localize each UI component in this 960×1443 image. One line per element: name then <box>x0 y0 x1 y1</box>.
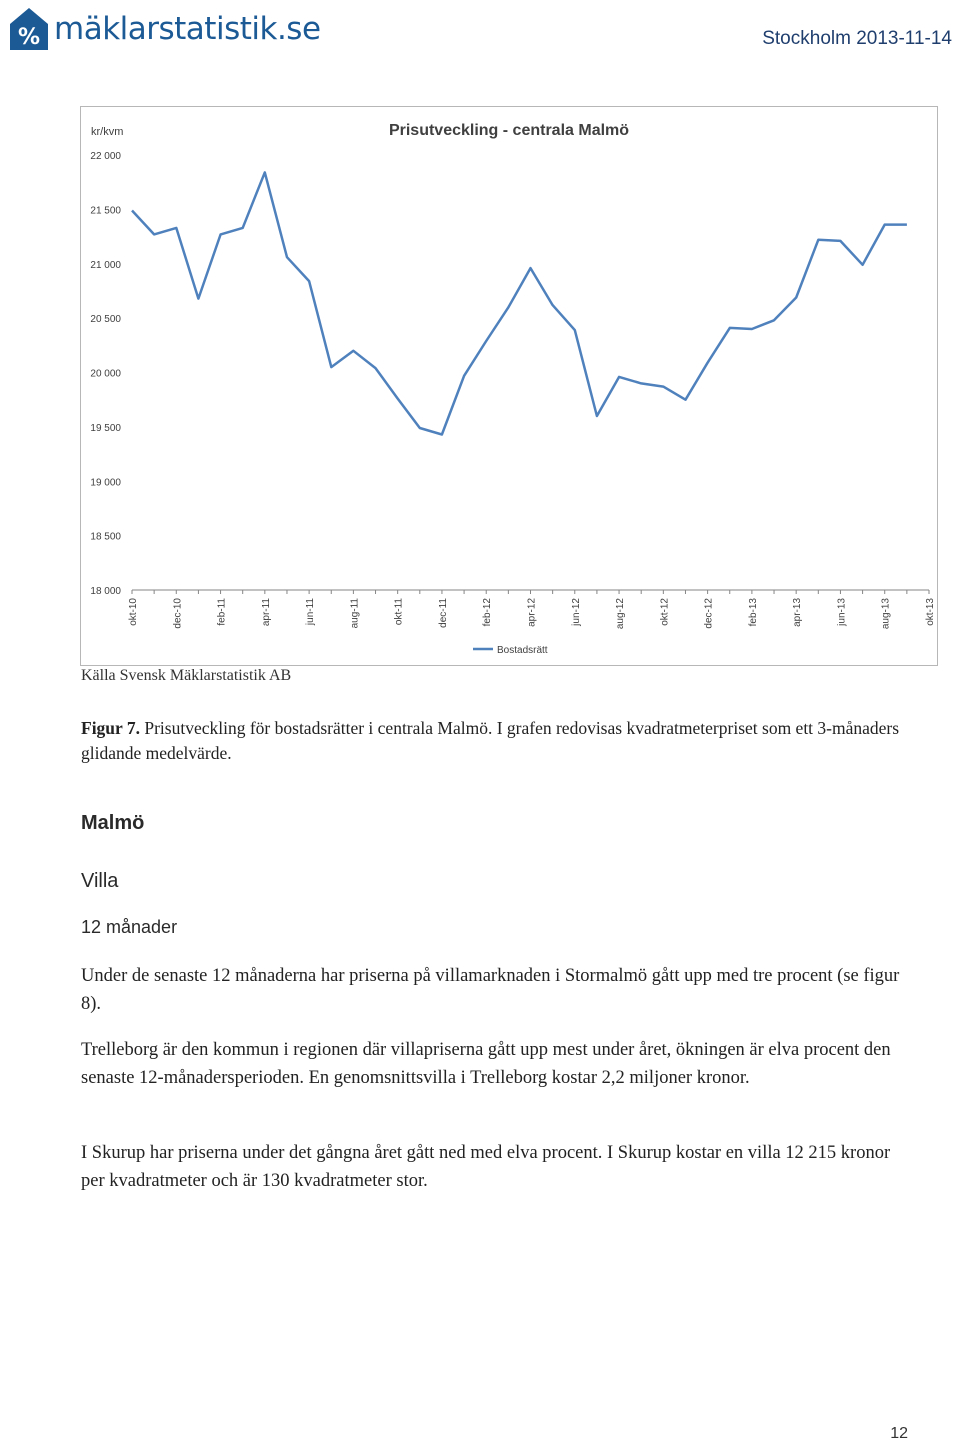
x-tick-label: okt-13 <box>925 598 936 626</box>
y-tick-label: 18 000 <box>90 586 121 597</box>
x-tick-label: aug-12 <box>615 598 627 630</box>
chart-source: Källa Svensk Mäklarstatistik AB <box>81 667 292 684</box>
x-tick-label: okt-12 <box>659 598 671 626</box>
price-chart <box>80 106 938 666</box>
x-tick-label: okt-11 <box>393 598 405 626</box>
chart-title: Prisutveckling - centrala Malmö <box>388 122 630 139</box>
caption-text: Prisutveckling för bostadsrätter i centrala Malmö. I grafen redovisas kvadratmeterpriset som ett 3-månaders glidande medelvärde. <box>81 718 900 763</box>
y-tick-label: 19 500 <box>90 422 121 434</box>
legend-label: Bostadsrätt <box>497 645 548 656</box>
x-tick-label: jun-13 <box>836 598 848 626</box>
y-tick-label: 20 500 <box>90 314 121 326</box>
y-tick-label: 19 000 <box>90 477 121 489</box>
house-percent-icon <box>8 6 50 52</box>
x-tick-label: dec-11 <box>437 598 449 628</box>
figure-caption <box>81 716 901 766</box>
series-line-bostadsratt <box>132 172 907 434</box>
x-tick-label: aug-13 <box>880 598 892 630</box>
x-tick-label: jun-11 <box>305 598 317 626</box>
y-tick-label: 21 000 <box>90 259 121 271</box>
x-tick-label: feb-11 <box>216 598 228 626</box>
x-tick-label: feb-13 <box>747 598 759 627</box>
y-tick-label: 21 500 <box>90 205 121 217</box>
page-number: 12 <box>890 1425 908 1442</box>
x-tick-label: apr-13 <box>792 598 804 627</box>
x-tick-label: apr-12 <box>526 598 538 627</box>
y-axis-label: kr/kvm <box>91 126 124 138</box>
header-date: Stockholm 2013-11-14 <box>762 28 952 49</box>
caption-label: Figur 7. <box>81 718 140 738</box>
y-tick-label: 22 000 <box>90 151 121 162</box>
page-header <box>0 0 960 60</box>
section-heading-city: Malmö <box>81 812 145 834</box>
section-heading-period: 12 månader <box>81 917 178 937</box>
x-tick-label: dec-12 <box>703 598 715 629</box>
x-tick-label: aug-11 <box>349 598 361 629</box>
y-tick-label: 18 500 <box>90 531 121 543</box>
x-tick-label: apr-11 <box>260 598 272 627</box>
x-tick-label: okt-10 <box>128 598 139 626</box>
y-tick-label: 20 000 <box>90 368 121 380</box>
logo-symbol: % <box>17 25 41 50</box>
x-tick-label: dec-10 <box>172 598 184 629</box>
line-chart <box>81 107 937 665</box>
x-tick-label: feb-12 <box>482 598 494 627</box>
brand-logo <box>8 6 321 52</box>
section-heading-type: Villa <box>81 870 119 892</box>
logo-text: mäklarstatistik.se <box>54 10 321 47</box>
paragraph: I Skurup har priserna under det gångna året gått ned med elva procent. I Skurup kostar en villa 12 215 kronor per kvadratmeter och är 130 kvadratmeter stor. <box>81 1143 891 1191</box>
paragraph: Trelleborg är den kommun i regionen där villapriserna gått upp mest under året, ökningen är elva procent den senaste 12-månadersperioden. En genomsnittsvilla i Trelleborg kostar 2,2 miljoner kronor. <box>81 1040 891 1088</box>
paragraph: Under de senaste 12 månaderna har priserna på villamarknaden i Stormalmö gått upp med tre procent (se figur 8). <box>81 966 900 1014</box>
x-tick-label: jun-12 <box>570 598 582 626</box>
